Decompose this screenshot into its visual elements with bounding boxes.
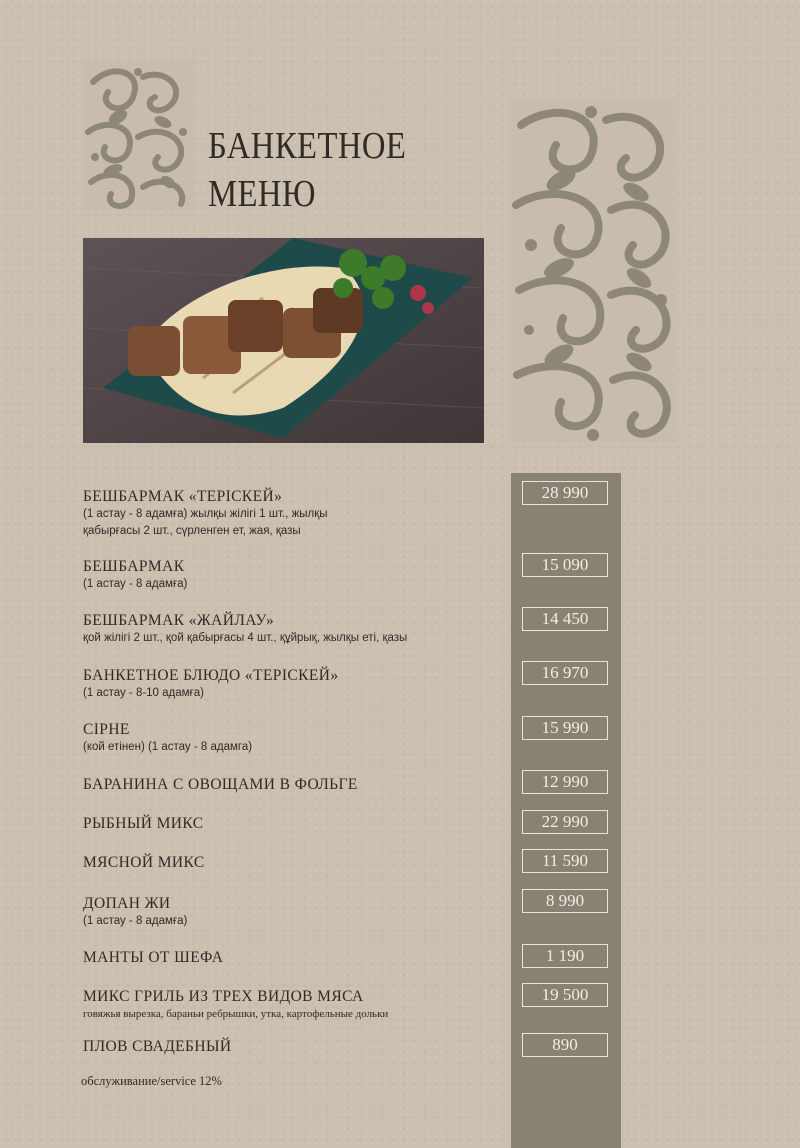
item-desc: (1 астау - 8 адамға) xyxy=(83,578,188,590)
menu-item xyxy=(83,814,503,833)
title-line-1: БАНКЕТНОЕ xyxy=(208,125,407,167)
item-desc: қой жілігі 2 шт., қой қабырғасы 4 шт., құйрық, жылқы еті, қазы xyxy=(83,632,408,644)
floral-ornament-large xyxy=(511,100,675,443)
service-charge-note: обслуживание/service 12% xyxy=(81,1074,222,1088)
item-desc: (1 астау - 8-10 адамға) xyxy=(83,687,204,699)
item-price: 16 970 xyxy=(522,661,608,685)
item-name: СІРНЕ xyxy=(83,721,130,738)
item-name: МИКС ГРИЛЬ ИЗ ТРЕХ ВИДОВ МЯСА xyxy=(83,988,364,1005)
menu-item xyxy=(83,666,503,702)
title-line-2: МЕНЮ xyxy=(208,173,316,215)
item-name: БАРАНИНА С ОВОЩАМИ В ФОЛЬГЕ xyxy=(83,776,358,793)
item-name: МАНТЫ ОТ ШЕФА xyxy=(83,949,224,966)
menu-item xyxy=(83,987,503,1023)
dish-photo xyxy=(83,238,484,443)
menu-item xyxy=(83,948,503,967)
item-price: 19 500 xyxy=(522,983,608,1007)
item-desc: қабырғасы 2 шт., сүрленген ет, жая, қазы xyxy=(83,525,301,537)
menu-item xyxy=(83,487,503,540)
menu-item xyxy=(83,611,503,647)
item-price: 8 990 xyxy=(522,889,608,913)
item-name: БЕШБАРМАК xyxy=(83,558,185,575)
item-desc: говяжья вырезка, бараньи ребрышки, утка, картофельные дольки xyxy=(83,1008,389,1020)
item-price: 22 990 xyxy=(522,810,608,834)
menu-item xyxy=(83,720,503,756)
menu-item xyxy=(83,557,503,593)
item-price: 1 190 xyxy=(522,944,608,968)
item-price: 12 990 xyxy=(522,770,608,794)
item-name: БАНКЕТНОЕ БЛЮДО «ТЕРІСКЕЙ» xyxy=(83,667,339,684)
menu-item xyxy=(83,775,503,794)
item-price: 28 990 xyxy=(522,481,608,505)
item-desc: (1 астау - 8 адамға) xyxy=(83,915,188,927)
item-price: 11 590 xyxy=(522,849,608,873)
item-name: ПЛОВ СВАДЕБНЫЙ xyxy=(83,1038,232,1055)
item-name: ДОПАН ЖИ xyxy=(83,895,171,912)
item-name: БЕШБАРМАК «ЖАЙЛАУ» xyxy=(83,612,275,629)
item-price: 15 090 xyxy=(522,553,608,577)
item-price: 14 450 xyxy=(522,607,608,631)
item-name: БЕШБАРМАК «ТЕРІСКЕЙ» xyxy=(83,488,283,505)
floral-ornament-small xyxy=(83,62,193,210)
item-price: 890 xyxy=(522,1033,608,1057)
item-name: РЫБНЫЙ МИКС xyxy=(83,815,204,832)
menu-item xyxy=(83,894,503,930)
item-desc: (1 астау - 8 адамға) жылқы жілігі 1 шт., жылқы xyxy=(83,508,328,520)
menu-item xyxy=(83,1037,503,1056)
item-price: 15 990 xyxy=(522,716,608,740)
menu-item xyxy=(83,853,503,872)
item-name: МЯСНОЙ МИКС xyxy=(83,854,205,871)
page-title xyxy=(208,122,406,218)
item-desc: (кой етінен) (1 астау - 8 адамга) xyxy=(83,741,253,753)
